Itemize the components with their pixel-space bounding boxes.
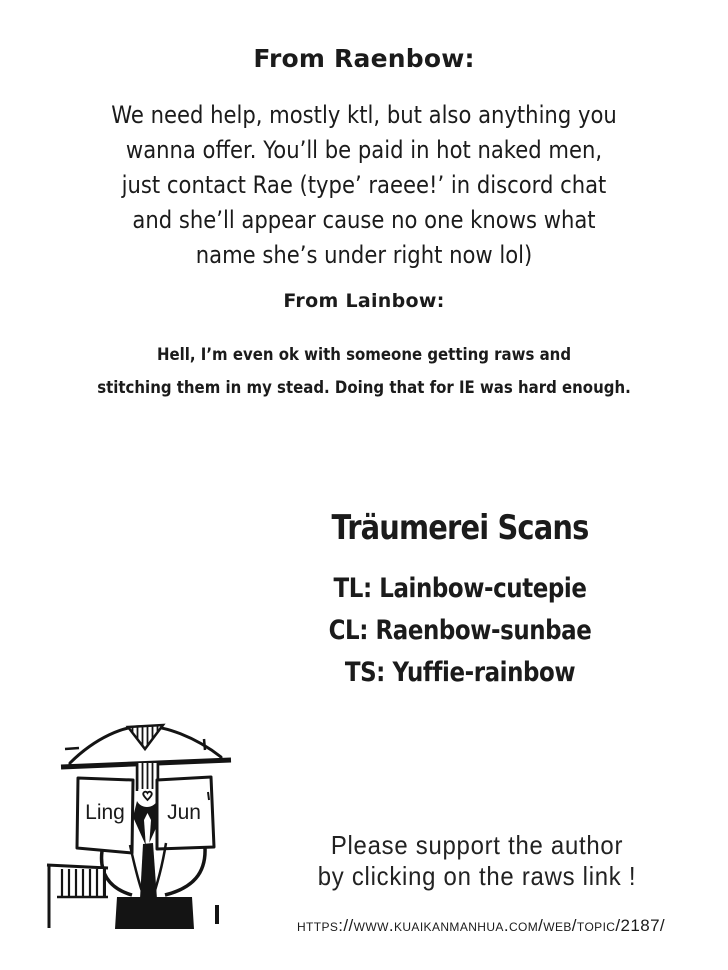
scan-group-credits (235, 506, 686, 694)
support-message (178, 830, 728, 892)
text-line: just contact Rae (type’ raeee!’ in discord chat (121, 171, 607, 199)
scan-group-name: Träumerei Scans (331, 508, 589, 548)
support-line: by clicking on the raws link ! (317, 861, 637, 891)
text-line: wanna offer. You’ll be paid in hot naked men, (125, 136, 603, 164)
left-sign-label: Ling (85, 801, 125, 824)
raenbow-heading: From Raenbow: (253, 44, 475, 73)
credit-role-cl: CL: Raenbow-sunbae (328, 615, 592, 646)
raenbow-note (0, 44, 728, 273)
raenbow-message (44, 98, 685, 273)
sign-left (77, 778, 133, 853)
right-sign-label: Jun (167, 801, 201, 824)
credit-role-ts: TS: Yuffie-rainbow (344, 657, 576, 688)
lainbow-heading: From Lainbow: (283, 290, 445, 312)
lainbow-note (0, 290, 728, 405)
text-line: Hell, I’m even ok with someone getting raws and (156, 345, 572, 365)
hat (61, 725, 231, 767)
support-line: Please support the author (330, 830, 624, 860)
credit-role-tl: TL: Lainbow-cutepie (333, 573, 587, 604)
text-line: name she’s under right now lol) (195, 241, 533, 269)
credits-roles (235, 568, 686, 694)
text-line: stitching them in my stead. Doing that for IE was hard enough. (97, 378, 631, 398)
raws-url: https://www.kuaikanmanhua.com/web/topic/2187/ (296, 916, 666, 935)
fence (47, 865, 108, 897)
lainbow-message (44, 339, 685, 405)
face (137, 763, 158, 800)
text-line: and she’ll appear cause no one knows what (132, 206, 596, 234)
text-line: We need help, mostly ktl, but also anything you (111, 101, 617, 129)
